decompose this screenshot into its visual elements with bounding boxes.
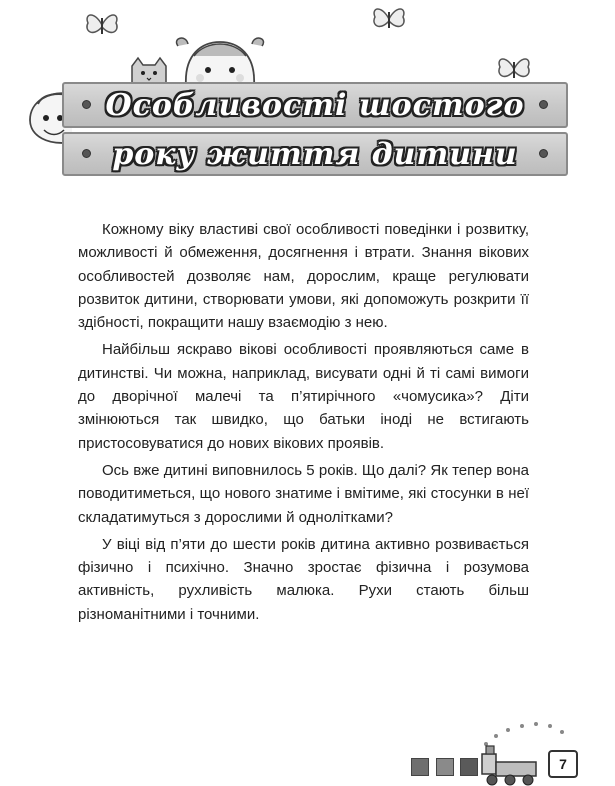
train-icon [478, 740, 546, 786]
toy-block [460, 758, 478, 776]
paragraph: Найбільш яскраво вікові особливості проявляються саме в дитинстві. Чи можна, наприклад, висувати одні й ті самі вимоги до дворічної малечі та п’ятирічного «чомусика»? Діти змінюються так швидко, що батьки іноді не встигають пристосовуватися до нових вікових проявів. [78, 341, 529, 452]
butterfly-icon [496, 52, 532, 86]
paragraph: Кожному віку властиві свої особливості поведінки і розвитку, можливості й обмеження, досягнення і втрати. Знання вікових особливостей дозволяє нам, дорослим, краще регулювати розвиток дитини, створювати умови, які допоможуть розкрити її здібності, покращити нашу взаємодію з нею. [78, 221, 529, 332]
chapter-title-line-2: року життя дитини [112, 137, 518, 172]
butterfly-icon [370, 2, 408, 36]
toy-block [436, 758, 454, 776]
child-face-icon [172, 34, 268, 86]
paragraph: Ось вже дитині виповнилось 5 років. Що далі? Як тепер вона поводитиметься, що нового знатиме і вмітиме, які стосунки в неї складатимуться з дорослими й однолітками? [78, 461, 529, 526]
chapter-title-line-1: Особливості шостого [105, 88, 525, 123]
chapter-header [0, 0, 615, 200]
butterfly-icon [84, 8, 120, 42]
page-footer [0, 710, 615, 785]
body-text [78, 218, 529, 630]
paragraph: У віці від п’яти до шести років дитина активно розвивається фізично і психічно. Значно зростає фізична і розумова активність, рухливість малюка. Рухи стають більш різноманітними і точними. [78, 535, 529, 623]
page-number: 7 [548, 750, 578, 778]
toy-block [411, 758, 429, 776]
